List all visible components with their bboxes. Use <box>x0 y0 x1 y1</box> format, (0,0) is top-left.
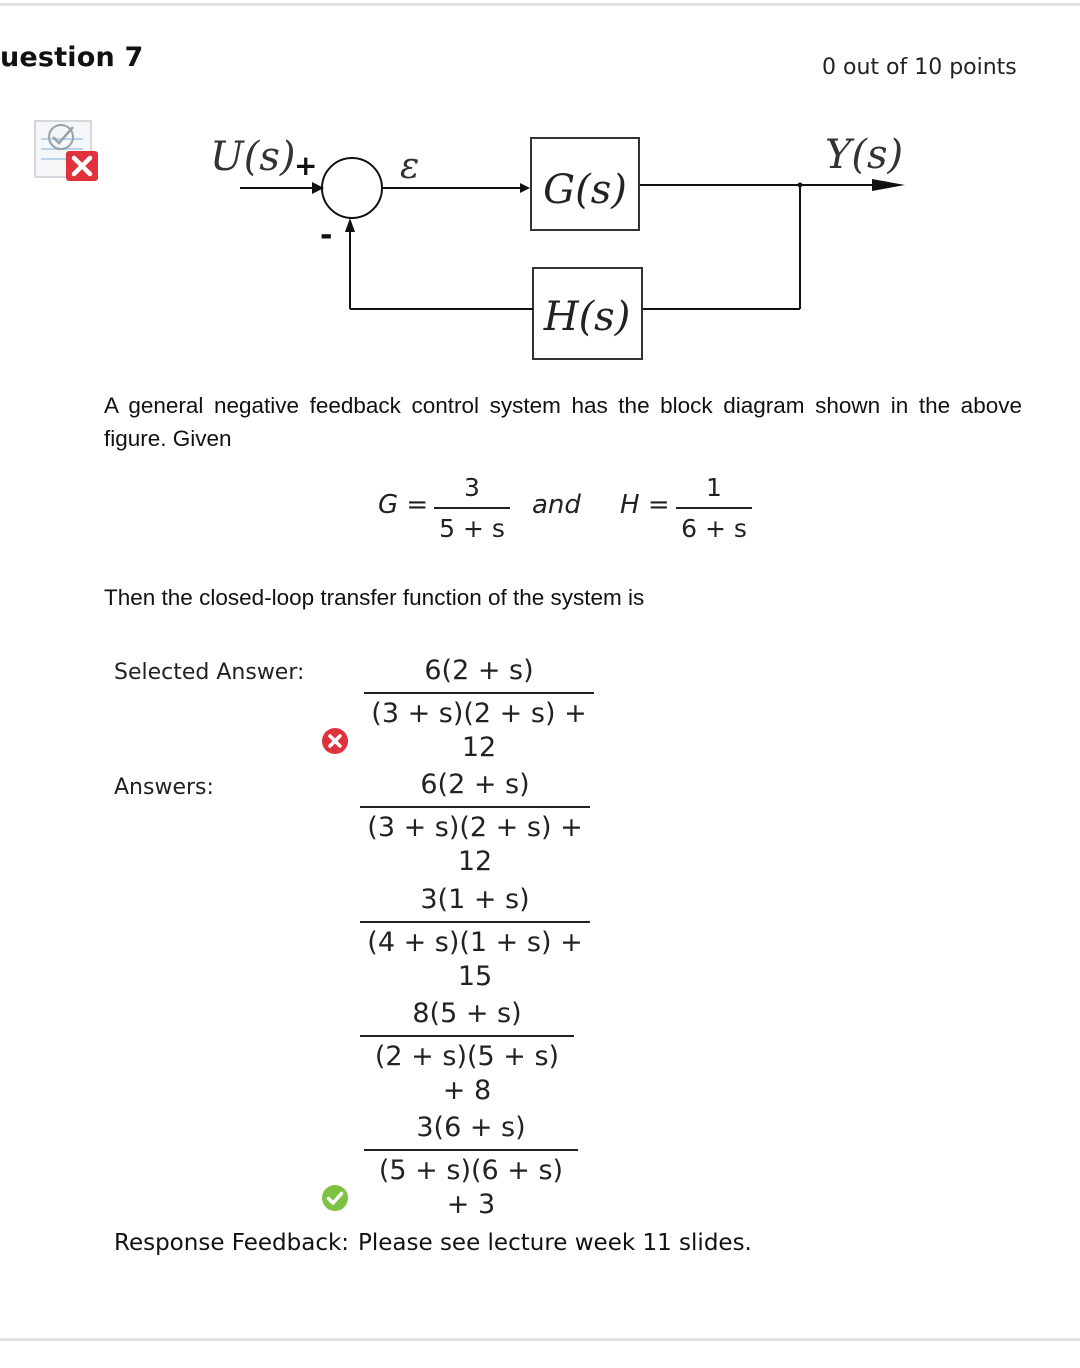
answer-option <box>360 883 590 994</box>
answer-option-correct <box>364 1111 578 1222</box>
h-denominator: 6 + s <box>681 514 747 543</box>
answer-bar <box>360 806 590 808</box>
g-numerator: 3 <box>464 473 480 502</box>
error-label: ε <box>400 146 420 187</box>
selected-answer-bar <box>364 692 594 694</box>
top-divider <box>0 3 1080 6</box>
g-lhs: G = <box>378 490 429 520</box>
response-feedback-text: Please see lecture week 11 slides. <box>358 1230 752 1256</box>
output-arrowhead <box>872 179 905 191</box>
g-fraction-bar <box>434 507 510 509</box>
minus-sign: - <box>320 218 333 253</box>
question-prompt: A general negative feedback control system has the block diagram shown in the above figure. Given <box>104 393 1022 451</box>
selected-answer-numerator: 6(2 + s) <box>424 655 534 686</box>
answer-denominator: (4 + s)(1 + s) + 15 <box>367 927 583 992</box>
h-fraction-bar <box>676 507 752 509</box>
response-feedback-label: Response Feedback: <box>114 1230 350 1256</box>
selected-answer-label: Selected Answer: <box>114 660 305 685</box>
forward-block-label: G(s) <box>543 167 627 213</box>
answers-label: Answers: <box>114 775 214 800</box>
incorrect-question-icon <box>33 117 103 185</box>
forward-arrowhead <box>520 183 530 193</box>
question-points: 0 out of 10 points <box>822 55 1017 80</box>
answer-numerator: 3(1 + s) <box>420 884 530 915</box>
plus-sign: + <box>294 149 318 182</box>
and-word: and <box>532 490 581 520</box>
given-expressions <box>370 470 790 550</box>
block-diagram <box>200 118 930 368</box>
answer-denominator: (5 + s)(6 + s) + 3 <box>378 1155 564 1220</box>
h-lhs: H = <box>620 490 670 520</box>
output-label: Y(s) <box>825 132 904 178</box>
answer-numerator: 8(5 + s) <box>412 998 522 1029</box>
g-denominator: 5 + s <box>439 514 505 543</box>
selected-answer <box>364 654 594 765</box>
answer-bar <box>360 921 590 923</box>
feedback-arrowhead <box>345 218 355 232</box>
answer-option <box>360 768 590 879</box>
answer-denominator: (2 + s)(5 + s) + 8 <box>374 1041 560 1106</box>
answer-bar <box>364 1149 578 1151</box>
question-followup: Then the closed-loop transfer function of the system is <box>104 585 645 610</box>
input-label: U(s) <box>210 134 296 180</box>
question-title: uestion 7 <box>0 42 144 73</box>
bottom-divider <box>0 1338 1080 1341</box>
summing-junction <box>322 158 382 218</box>
feedback-block-label: H(s) <box>543 294 631 340</box>
incorrect-icon <box>321 727 349 755</box>
answer-option <box>360 997 574 1108</box>
answer-denominator: (3 + s)(2 + s) + 12 <box>367 812 583 877</box>
correct-icon <box>321 1184 349 1212</box>
answer-bar <box>360 1035 574 1037</box>
selected-answer-denominator: (3 + s)(2 + s) + 12 <box>371 698 587 763</box>
answer-numerator: 3(6 + s) <box>416 1112 526 1143</box>
h-numerator: 1 <box>706 473 722 502</box>
answer-numerator: 6(2 + s) <box>420 769 530 800</box>
